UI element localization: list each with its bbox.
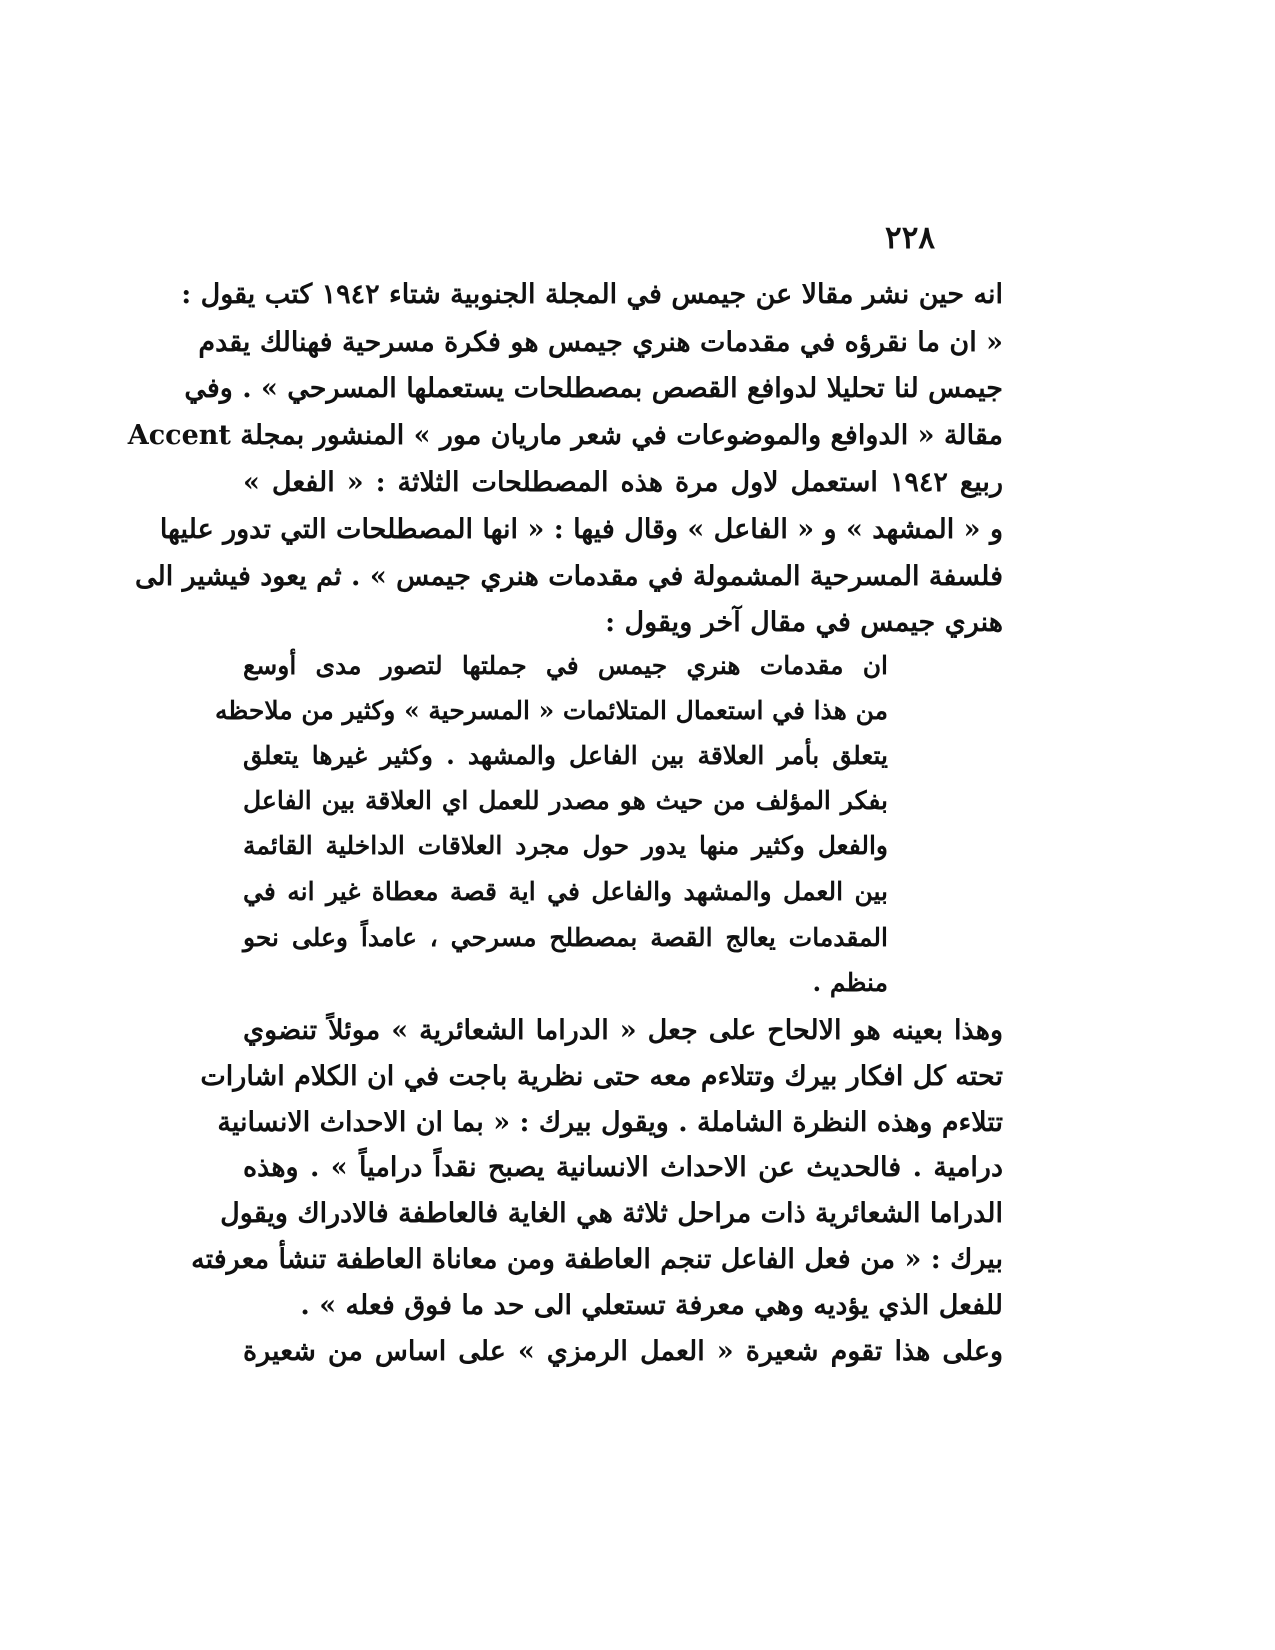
paragraph-3-line-1: وعلى هذا تقوم شعيرة « العمل الرمزي » على اساس من شعيرة bbox=[243, 1336, 1003, 1367]
paragraph-1-line-3: جيمس لنا تحليلا لدوافع القصص بمصطلحات يستعملها المسرحي » . وفي bbox=[184, 373, 1003, 404]
paragraph-2-line-5: الدراما الشعائرية ذات مراحل ثلاثة هي الغاية فالعاطفة فالادراك ويقول bbox=[220, 1198, 1003, 1229]
paragraph-2-line-4: درامية . فالحديث عن الاحداث الانسانية يصبح نقداً درامياً » . وهذه bbox=[243, 1152, 1003, 1183]
quote-line-7: المقدمات يعالج القصة بمصطلح مسرحي ، عامداً وعلى نحو bbox=[243, 923, 888, 952]
paragraph-1-line-7: فلسفة المسرحية المشمولة في مقدمات هنري جيمس » . ثم يعود فيشير الى bbox=[135, 561, 1003, 592]
quote-line-6: بين العمل والمشهد والفاعل في اية قصة معطاة غير انه في bbox=[243, 877, 888, 906]
paragraph-1-line-5: ربيع ١٩٤٢ استعمل لاول مرة هذه المصطلحات الثلاثة : « الفعل » bbox=[243, 467, 1003, 498]
quote-line-5: والفعل وكثير منها يدور حول مجرد العلاقات الداخلية القائمة bbox=[243, 831, 888, 860]
quote-line-2: من هذا في استعمال المتلائمات « المسرحية » وكثير من ملاحظه bbox=[215, 696, 888, 725]
quote-line-3: يتعلق بأمر العلاقة بين الفاعل والمشهد . وكثير غيرها يتعلق bbox=[243, 741, 888, 770]
quote-line-4: بفكر المؤلف من حيث هو مصدر للعمل اي العلاقة بين الفاعل bbox=[243, 786, 888, 815]
page-number: ٢٢٨ bbox=[885, 220, 935, 256]
paragraph-2-line-2: تحته كل افكار بيرك وتتلاءم معه حتى نظرية باجت في ان الكلام اشارات bbox=[200, 1061, 1003, 1092]
paragraph-1-line-2: « ان ما نقرؤه في مقدمات هنري جيمس هو فكرة مسرحية فهنالك يقدم bbox=[198, 327, 1003, 358]
paragraph-2-line-3: تتلاءم وهذه النظرة الشاملة . ويقول بيرك : « بما ان الاحداث الانسانية bbox=[217, 1107, 1003, 1138]
paragraph-1-line-6: و « المشهد » و « الفاعل » وقال فيها : « انها المصطلحات التي تدور عليها bbox=[159, 514, 1003, 545]
paragraph-2-line-6: بيرك : « من فعل الفاعل تنجم العاطفة ومن معاناة العاطفة تنشأ معرفته bbox=[191, 1244, 1003, 1275]
paragraph-1-line-1: انه حين نشر مقالا عن جيمس في المجلة الجنوبية شتاء ١٩٤٢ كتب يقول : bbox=[181, 279, 1003, 310]
paragraph-1-line-4: مقالة « الدوافع والموضوعات في شعر ماريان مور » المنشور بمجلة Accent bbox=[127, 420, 1003, 451]
paragraph-1-line-8: هنري جيمس في مقال آخر ويقول : bbox=[605, 607, 1003, 638]
paragraph-2-line-1: وهذا بعينه هو الالحاح على جعل « الدراما الشعائرية » موئلاً تنضوي bbox=[243, 1015, 1003, 1046]
quote-line-8: منظم . bbox=[812, 968, 888, 997]
paragraph-2-line-7: للفعل الذي يؤديه وهي معرفة تستعلي الى حد ما فوق فعله » . bbox=[300, 1290, 1003, 1321]
quote-line-1: ان مقدمات هنري جيمس في جملتها لتصور مدى أوسع bbox=[243, 651, 888, 680]
